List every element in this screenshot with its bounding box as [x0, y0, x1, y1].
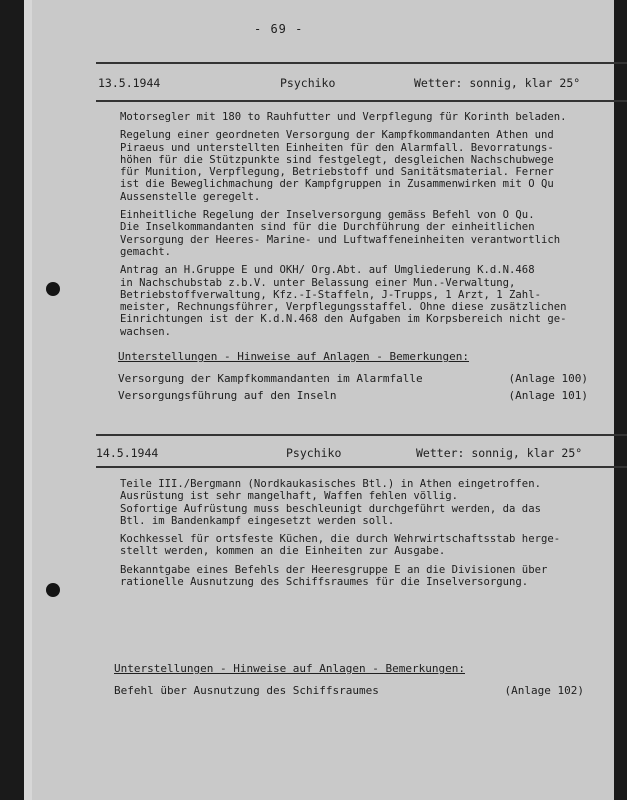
paragraph: Bekanntgabe eines Befehls der Heeresgruppe E an die Divisionen über rationelle Ausnutzung des Schiffsraumes für die Inselversorgung. [120, 563, 548, 589]
annex-label: Befehl über Ausnutzung des Schiffsraumes [114, 684, 379, 697]
entry-date: 13.5.1944 [98, 76, 161, 90]
entry-weather: Wetter: sonnig, klar 25° [416, 446, 583, 460]
entry-body [120, 478, 620, 594]
paragraph: Regelung einer geordneten Versorgung der Kampfkommandanten Athen und Piraeus und unterstellten Einheiten für den Alarmfall. Bevorratungs- höhen für die Stützpunkte sind festgelegt, desgleichen Nachschubwege für Munition, Verpflegung, Betriebstoff und Sanitätsmaterial. Ferner ist die Beweglichmachung der Kampfgruppen in Zusammenwirken mit O Qu Aussenstelle geregelt. [120, 129, 554, 203]
header-rule [96, 62, 627, 64]
entry-body [120, 111, 620, 344]
annex-row [114, 684, 584, 697]
entry-place: Psychiko [286, 446, 342, 460]
document-page [24, 0, 614, 800]
annex-label: Versorgungsführung auf den Inseln [118, 389, 337, 402]
paragraph: Einheitliche Regelung der Inselversorgung gemäss Befehl von O Qu. Die Inselkommandanten sind für die Durchführung der einheitlichen Versorgung der Heeres- Marine- und Luftwaffeneinheiten verantwortlich gemacht. [120, 209, 561, 258]
paragraph: Kochkessel für ortsfeste Küchen, die durch Wehrwirtschaftsstab herge- stellt werden, kommen an die Einheiten zur Ausgabe. [120, 533, 561, 558]
paragraph: Teile III./Bergmann (Nordkaukasisches Btl.) in Athen eingetroffen. Ausrüstung ist sehr mangelhaft, Waffen fehlen völlig. Sofortige Aufrüstung muss beschleunigt durchgeführt werden, da das Btl. im Bandenkampf eingesetzt werden soll. [120, 478, 541, 527]
annex-label: Versorgung der Kampfkommandanten im Alarmfalle [118, 372, 423, 385]
annex-ref: (Anlage 102) [504, 684, 584, 697]
header-rule [96, 466, 627, 468]
paragraph: Antrag an H.Gruppe E und OKH/ Org.Abt. auf Umgliederung K.d.N.468 in Nachschubstab z.b.V. unter Belassung einer Mun.-Verwaltung, Betriebstoffverwaltung, Kfz.-I-Staffeln, J-Trupps, 1 Arzt, 1 Zahl- meister, Rechnungsführer, Verpflegungsstaffel. Ohne diese zusätzlichen Einrichtungen ist der K.d.N.468 den Aufgaben im Korpsbereich nicht ge- wachsen. [120, 264, 567, 338]
section-title: Unterstellungen - Hinweise auf Anlagen - Bemerkungen: [118, 350, 469, 363]
punch-hole [46, 282, 60, 296]
annex-ref: (Anlage 100) [508, 372, 588, 385]
annex-row [118, 389, 588, 402]
section-title: Unterstellungen - Hinweise auf Anlagen - Bemerkungen: [114, 662, 465, 675]
punch-hole [46, 583, 60, 597]
entry-weather: Wetter: sonnig, klar 25° [414, 76, 581, 90]
annex-row [118, 372, 588, 385]
header-rule [96, 434, 627, 436]
entry-place: Psychiko [280, 76, 336, 90]
annex-ref: (Anlage 101) [508, 389, 588, 402]
header-rule [96, 100, 627, 102]
page-edge [24, 0, 32, 800]
page-number: - 69 - [254, 22, 304, 36]
paragraph: Motorsegler mit 180 to Rauhfutter und Verpflegung für Korinth beladen. [120, 111, 567, 123]
entry-date: 14.5.1944 [96, 446, 159, 460]
